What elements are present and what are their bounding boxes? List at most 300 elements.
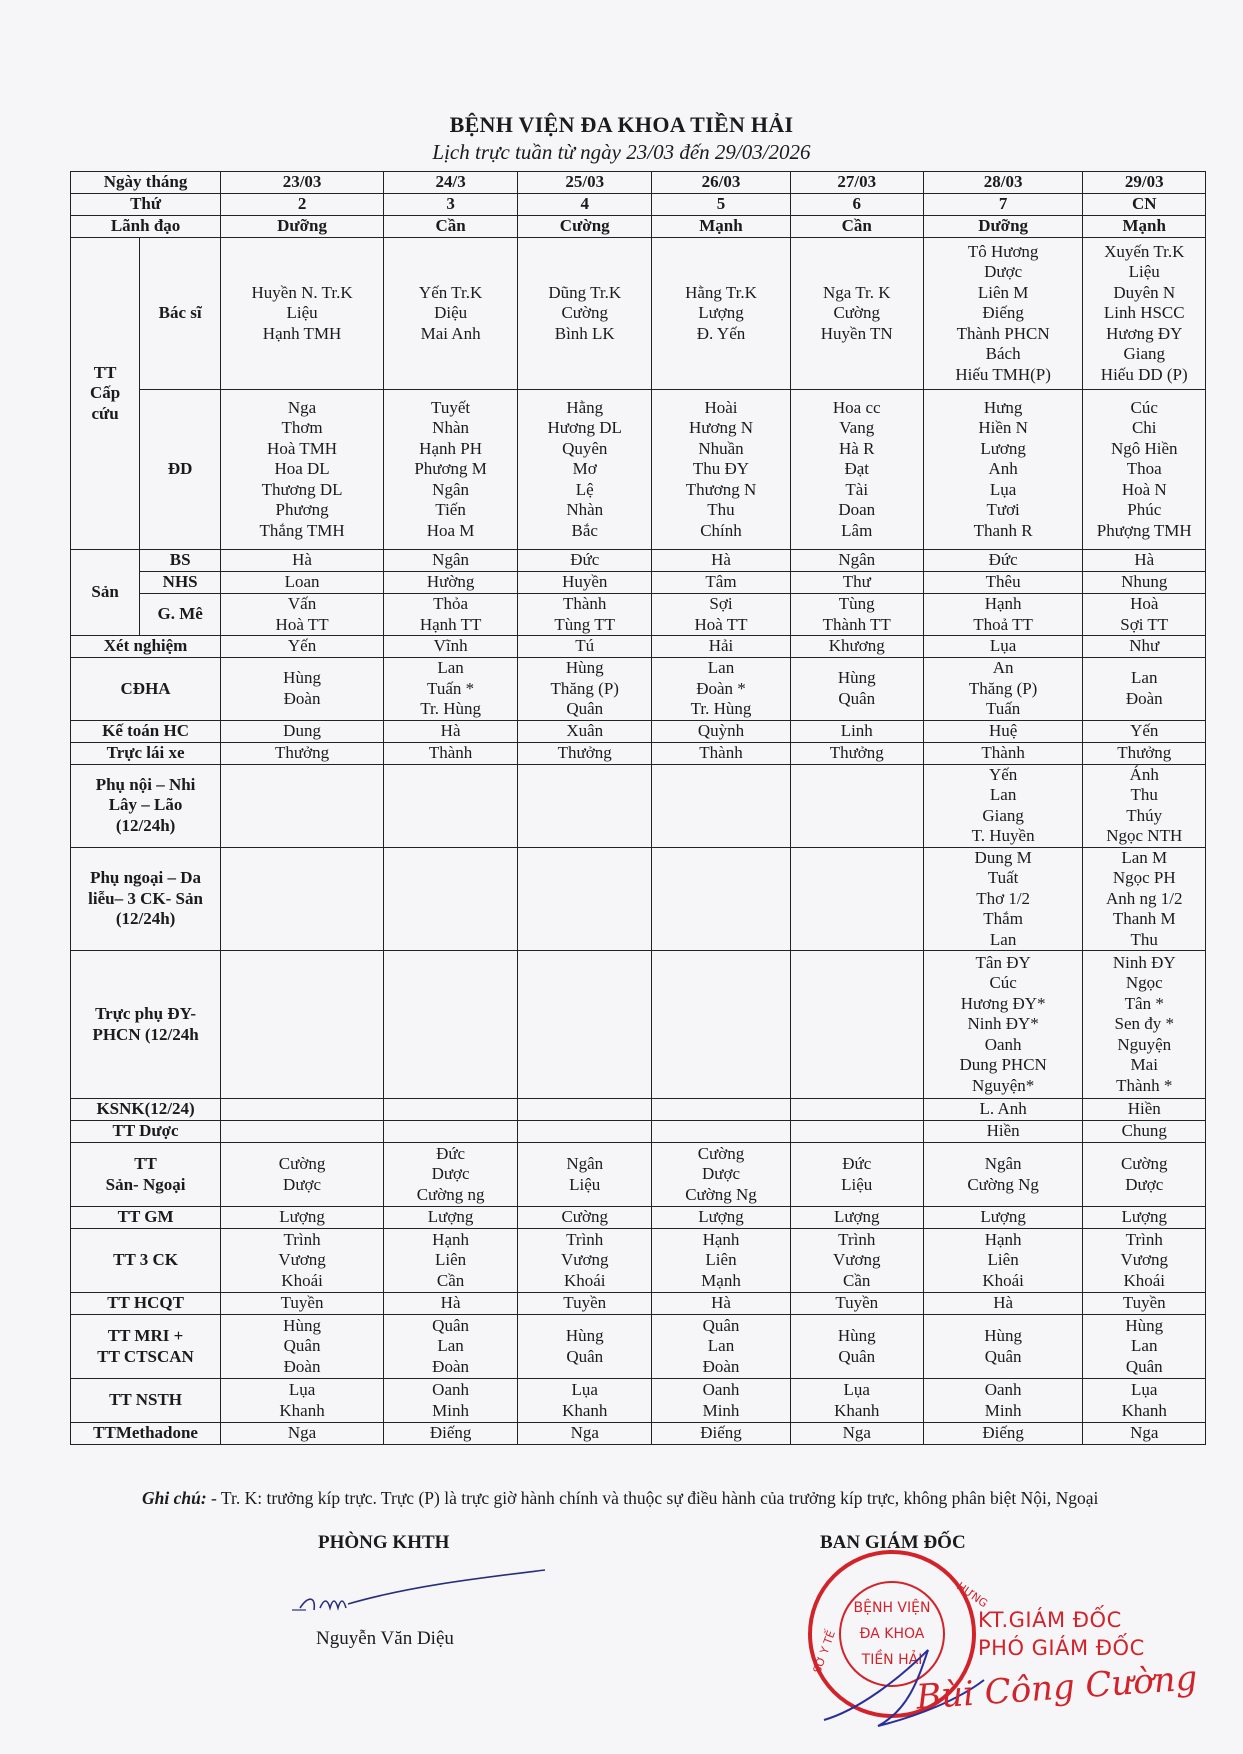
schedule-cell — [923, 594, 1083, 636]
schedule-cell: Nhung — [1083, 572, 1206, 594]
cell-line: Mai Anh — [420, 323, 481, 343]
cell-line: Hùng — [283, 1315, 321, 1335]
cell-line: Cúc — [989, 973, 1017, 993]
cell-line: Khoái — [281, 1270, 323, 1290]
cell-line: Cường — [697, 1143, 745, 1163]
cell-line: Lây – Lão — [108, 795, 183, 815]
sub-label: NHS — [140, 572, 221, 594]
row-label: Lãnh đạo — [71, 216, 221, 238]
schedule-cell — [1083, 847, 1206, 951]
cell-line: cứu — [91, 403, 119, 423]
cell-line: Đoàn — [702, 1356, 740, 1376]
cell-line: Sợi — [709, 594, 733, 613]
cell-line: Hùng — [837, 668, 876, 688]
schedule-cell — [384, 594, 518, 636]
cell-line: Tùng TT — [554, 614, 616, 634]
cell-line: Liên — [987, 1250, 1019, 1270]
cell-line: Phụ ngoại – Da — [90, 868, 202, 887]
schedule-cell — [384, 1143, 518, 1207]
cell-line: Trình — [1125, 1229, 1163, 1249]
cell-line: Hoà TT — [275, 614, 329, 634]
cell-line: Xuyến Tr.K — [1104, 241, 1185, 261]
schedule-cell: Hải — [652, 636, 790, 658]
cell-line: Chi — [1131, 418, 1157, 438]
cell-line: Đức — [842, 1154, 872, 1173]
schedule-cell — [1083, 1229, 1206, 1293]
cell-line: Hoà — [1130, 594, 1159, 613]
schedule-cell — [923, 951, 1083, 1099]
cell-line: Thu — [1130, 785, 1158, 804]
cell-line: Hiếu DD (P) — [1100, 364, 1188, 384]
schedule-cell: 2 — [221, 194, 384, 216]
schedule-cell — [518, 764, 652, 847]
sub-label: G. Mê — [140, 594, 221, 636]
schedule-cell: Đức — [923, 550, 1083, 572]
cell-line: An — [992, 658, 1014, 677]
sub-label: Bác sĩ — [140, 238, 221, 390]
table-row — [71, 636, 1206, 658]
cell-line: TT — [93, 362, 117, 382]
schedule-cell — [518, 951, 652, 1099]
cell-line: Lụa — [1131, 1380, 1158, 1399]
schedule-cell: Lụa — [923, 636, 1083, 658]
schedule-cell: Hà — [923, 1293, 1083, 1315]
cell-line: Nguyện* — [971, 1075, 1035, 1095]
cell-line: Vương — [278, 1250, 326, 1270]
cell-line: Chính — [700, 520, 742, 540]
schedule-cell: 28/03 — [923, 172, 1083, 194]
schedule-cell — [221, 1315, 384, 1379]
cell-line: Lan M — [1121, 847, 1168, 867]
schedule-cell — [221, 1143, 384, 1207]
schedule-cell — [652, 1143, 790, 1207]
cell-line: TT MRI + — [107, 1326, 184, 1345]
schedule-cell: Nga — [221, 1423, 384, 1445]
cell-line: Dược — [701, 1164, 741, 1184]
cell-line: Lụa — [288, 1380, 316, 1399]
cell-line: Đạt — [844, 459, 870, 479]
cell-line: Đức — [436, 1143, 466, 1163]
schedule-cell — [652, 1121, 790, 1143]
schedule-cell: Lượng — [790, 1207, 923, 1229]
cell-line: Quân — [566, 699, 604, 718]
cell-line: Quân — [984, 1346, 1022, 1366]
svg-text:SỞ Y TẾ: SỞ Y TẾ — [810, 1628, 839, 1676]
schedule-cell — [652, 1315, 790, 1379]
cell-line: Linh HSCC — [1103, 303, 1185, 323]
table-row — [71, 1379, 1206, 1423]
cell-line: Lan — [707, 658, 735, 677]
schedule-cell: Dưỡng — [923, 216, 1083, 238]
schedule-cell — [221, 847, 384, 951]
cell-line: Minh — [984, 1400, 1022, 1420]
cell-line: Hiền N — [978, 418, 1028, 438]
schedule-cell — [384, 1315, 518, 1379]
row-label: KSNK(12/24) — [71, 1099, 221, 1121]
cell-line: Ngân — [984, 1154, 1022, 1173]
cell-line: Vương — [1120, 1250, 1168, 1270]
cell-line: Anh ng 1/2 — [1105, 888, 1183, 908]
schedule-cell — [923, 764, 1083, 847]
table-row — [71, 1121, 1206, 1143]
cell-line: Thoả TT — [973, 614, 1033, 634]
cell-line: Đ. Yến — [696, 323, 746, 343]
schedule-cell — [384, 658, 518, 721]
schedule-cell: Mạnh — [652, 216, 790, 238]
cell-line: Đoàn — [1125, 688, 1163, 708]
table-row — [71, 1207, 1206, 1229]
cell-line: Quân — [838, 688, 876, 708]
cell-line: Thu ĐY — [692, 459, 750, 479]
cell-line: Thương N — [685, 479, 757, 499]
schedule-cell: 24/3 — [384, 172, 518, 194]
schedule-cell: Lượng — [384, 1207, 518, 1229]
footnote-label: Ghi chú: — [142, 1488, 207, 1508]
cell-line: Thúy — [1126, 805, 1163, 825]
schedule-cell — [384, 1099, 518, 1121]
cell-line: Doan — [838, 500, 876, 520]
cell-line: Cường — [833, 303, 881, 323]
schedule-cell — [221, 1229, 384, 1293]
row-label: TT NSTH — [71, 1379, 221, 1423]
cell-line: Sợi TT — [1120, 614, 1169, 634]
cell-line: Lượng — [698, 303, 744, 323]
schedule-cell — [790, 764, 923, 847]
schedule-cell — [221, 390, 384, 550]
row-label — [71, 951, 221, 1099]
schedule-cell: Tâm — [652, 572, 790, 594]
schedule-cell: Dung — [221, 720, 384, 742]
cell-line: Hoa DL — [274, 459, 330, 479]
cell-line: Khoái — [982, 1270, 1024, 1290]
row-label — [71, 1143, 221, 1207]
schedule-cell — [790, 1121, 923, 1143]
schedule-cell — [652, 847, 790, 951]
schedule-cell — [221, 594, 384, 636]
cell-line: Thơ 1/2 — [976, 888, 1031, 908]
cell-line: Trực phụ ĐY- — [95, 1004, 196, 1023]
cell-line: Cường — [278, 1154, 326, 1173]
cell-line: Hương ĐY — [1106, 323, 1183, 343]
schedule-cell: Thưởng — [518, 742, 652, 764]
schedule-cell — [384, 238, 518, 390]
cell-line: Dược — [1125, 1174, 1164, 1194]
cell-line: Huyền N. Tr.K — [251, 282, 353, 302]
schedule-cell: Thêu — [923, 572, 1083, 594]
schedule-cell: Hà — [652, 550, 790, 572]
footnote-text: - Tr. K: trưởng kíp trực. Trực (P) là trực giờ hành chính và thuộc sự điều hành của trưởng kíp trực, không phân biệt Nội, Ngoại — [211, 1488, 1099, 1508]
cell-line: Vương — [833, 1250, 881, 1270]
schedule-cell: Hường — [384, 572, 518, 594]
cell-line: Thành TT — [822, 614, 891, 634]
schedule-cell — [518, 594, 652, 636]
table-row — [71, 390, 1206, 550]
cell-line: Trình — [566, 1229, 604, 1249]
cell-line: Hoà N — [1121, 479, 1167, 499]
sub-label: ĐD — [140, 390, 221, 550]
cell-line: Thăng (P) — [550, 678, 619, 698]
schedule-cell: L. Anh — [923, 1099, 1083, 1121]
cell-line: Hùng — [565, 1326, 604, 1345]
cell-line: Quân — [838, 1346, 876, 1366]
cell-line: PHCN (12/24h — [92, 1024, 199, 1044]
schedule-cell — [652, 1099, 790, 1121]
svg-text:ĐA KHOA: ĐA KHOA — [859, 1626, 925, 1642]
schedule-cell — [384, 764, 518, 847]
schedule-cell: Ngân — [790, 550, 923, 572]
cell-line: Thu — [707, 500, 735, 520]
cell-line: Oanh — [702, 1380, 740, 1399]
schedule-cell: 3 — [384, 194, 518, 216]
schedule-cell — [790, 238, 923, 390]
cell-line: Hùng — [837, 1326, 876, 1345]
cell-line: Ngọc NTH — [1106, 826, 1183, 845]
cell-line: Ngân — [432, 479, 469, 499]
schedule-cell: Khương — [790, 636, 923, 658]
schedule-cell: Ngân — [384, 550, 518, 572]
schedule-cell: Nga — [790, 1423, 923, 1445]
table-row — [71, 1293, 1206, 1315]
schedule-cell: Thưởng — [1083, 742, 1206, 764]
cell-line: Thanh R — [973, 520, 1033, 540]
svg-text:HƯNG: HƯNG — [954, 1579, 990, 1611]
cell-line: Thơm — [281, 418, 323, 438]
cell-line: Minh — [432, 1400, 469, 1420]
group-label — [71, 238, 140, 550]
schedule-cell: Hiền — [1083, 1099, 1206, 1121]
cell-line: Hà R — [839, 438, 875, 458]
cell-line: Ninh ĐY* — [967, 1014, 1039, 1034]
schedule-cell — [221, 658, 384, 721]
schedule-cell — [221, 951, 384, 1099]
schedule-cell — [923, 847, 1083, 951]
schedule-cell — [923, 658, 1083, 721]
svg-text:BỆNH VIỆN: BỆNH VIỆN — [853, 1600, 931, 1616]
table-row — [71, 594, 1206, 636]
cell-line: Hạnh — [984, 594, 1022, 613]
schedule-cell: Quỳnh — [652, 720, 790, 742]
schedule-cell — [518, 658, 652, 721]
cell-line: Lụa — [843, 1380, 870, 1399]
cell-line: Ngọc PH — [1112, 868, 1176, 887]
cell-line: Tô Hương — [967, 241, 1039, 261]
cell-line: Lệ — [575, 479, 594, 499]
schedule-cell: Điếng — [652, 1423, 790, 1445]
cell-line: Đoàn — [283, 1356, 321, 1376]
cell-line: Liên — [705, 1250, 737, 1270]
schedule-cell: CN — [1083, 194, 1206, 216]
schedule-cell — [790, 594, 923, 636]
schedule-cell: Yến — [1083, 720, 1206, 742]
cell-line: Hoài — [704, 397, 738, 417]
cell-line: Oanh — [984, 1034, 1022, 1054]
cell-line: Liên M — [977, 282, 1029, 302]
schedule-cell: Tuyền — [518, 1293, 652, 1315]
schedule-cell — [384, 1229, 518, 1293]
schedule-cell: Thưởng — [221, 742, 384, 764]
table-row — [71, 194, 1206, 216]
schedule-cell: 27/03 — [790, 172, 923, 194]
schedule-cell: 6 — [790, 194, 923, 216]
cell-line: Nguyện — [1117, 1034, 1172, 1054]
row-label — [71, 847, 221, 951]
cell-line: Khanh — [562, 1400, 608, 1420]
table-row — [71, 1143, 1206, 1207]
cell-line: Cường — [1120, 1154, 1168, 1173]
cell-line: liễu– 3 CK- Sản — [88, 888, 203, 908]
schedule-cell — [1083, 390, 1206, 550]
schedule-cell — [384, 390, 518, 550]
cell-line: Tươi — [986, 500, 1020, 520]
cell-line: Quân — [283, 1336, 321, 1356]
schedule-cell — [652, 594, 790, 636]
schedule-cell — [1083, 1379, 1206, 1423]
cell-line: Hương N — [688, 418, 753, 438]
cell-line: Hương DL — [547, 418, 622, 438]
cell-line: Bách — [985, 344, 1021, 364]
cell-line: TT — [134, 1154, 157, 1173]
schedule-cell — [384, 1379, 518, 1423]
cell-line: Ngô Hiền — [1110, 438, 1178, 458]
cell-line: Hằng Tr.K — [685, 282, 757, 302]
schedule-cell — [518, 1143, 652, 1207]
schedule-cell: Tú — [518, 636, 652, 658]
svg-text:TIỀN HẢI: TIỀN HẢI — [861, 1652, 923, 1668]
row-label: TT HCQT — [71, 1293, 221, 1315]
schedule-cell: Lượng — [1083, 1207, 1206, 1229]
cell-line: Thanh M — [1112, 909, 1176, 928]
cell-line: Vương — [560, 1250, 609, 1270]
cell-line: Quân — [432, 1315, 469, 1335]
cell-line: Ánh — [1129, 764, 1159, 784]
cell-line: Tân ĐY — [975, 952, 1031, 972]
cell-line: Dũng Tr.K — [548, 282, 622, 302]
schedule-cell: Điếng — [384, 1423, 518, 1445]
cell-line: Lan — [1131, 668, 1158, 688]
schedule-cell: Linh — [790, 720, 923, 742]
cell-line: Dung M — [974, 847, 1032, 867]
schedule-cell: Thành — [652, 742, 790, 764]
cell-line: Thành — [563, 594, 607, 613]
cell-line: Hằng — [566, 397, 604, 417]
table-row — [71, 1229, 1206, 1293]
schedule-cell: Nga — [1083, 1423, 1206, 1445]
cell-line: Tiến — [435, 500, 466, 520]
cell-line: Quân — [566, 1346, 604, 1366]
cell-line: Hạnh — [702, 1229, 740, 1249]
schedule-cell: Huyền — [518, 572, 652, 594]
cell-line: Hoa M — [426, 520, 475, 540]
cell-line: Điếng — [982, 303, 1024, 323]
schedule-cell: Đức — [518, 550, 652, 572]
cell-line: Nhàn — [432, 418, 469, 438]
cell-line: Sen đy * — [1114, 1014, 1174, 1034]
cell-line: Lụa — [571, 1380, 598, 1399]
cell-line: Đoàn — [283, 688, 321, 708]
schedule-cell — [790, 1229, 923, 1293]
cell-line: Anh — [988, 459, 1018, 479]
cell-line: Cấp — [89, 383, 121, 403]
cell-line: Oanh — [432, 1380, 469, 1399]
handwritten-signature — [290, 1566, 550, 1626]
table-row — [71, 172, 1206, 194]
table-row — [71, 658, 1206, 721]
schedule-cell — [652, 390, 790, 550]
cell-line: Lụa — [989, 479, 1017, 499]
schedule-cell — [384, 1121, 518, 1143]
schedule-cell — [652, 1379, 790, 1423]
schedule-cell: 23/03 — [221, 172, 384, 194]
cell-line: Khanh — [834, 1400, 880, 1420]
cell-line: T. Huyền — [971, 826, 1035, 845]
cell-line: Bắc — [571, 520, 598, 540]
cell-line: Yến Tr.K — [418, 282, 483, 302]
schedule-cell — [652, 764, 790, 847]
schedule-cell: Chung — [1083, 1121, 1206, 1143]
schedule-cell: Lượng — [923, 1207, 1083, 1229]
cell-line: Phụ nội – Nhi — [95, 774, 196, 794]
cell-line: Tân * — [1124, 993, 1164, 1013]
schedule-cell: Vĩnh — [384, 636, 518, 658]
cell-line: Vang — [839, 418, 875, 438]
cell-line: Ninh ĐY — [1112, 952, 1176, 972]
cell-line: Diệu — [434, 303, 468, 323]
cell-line: Phượng TMH — [1096, 520, 1192, 540]
cell-line: Tuất — [987, 868, 1019, 887]
cell-line: Dược — [984, 262, 1023, 282]
cell-line: Quân — [1125, 1356, 1163, 1376]
table-row — [71, 1423, 1206, 1445]
schedule-cell — [221, 238, 384, 390]
cell-line: Liên — [435, 1250, 467, 1270]
schedule-cell: Hà — [1083, 550, 1206, 572]
cell-line: Oanh — [984, 1380, 1022, 1399]
cell-line: Lương — [980, 438, 1026, 458]
cell-line: Nga — [287, 397, 317, 417]
cell-line: Hùng — [1125, 1315, 1164, 1335]
cell-line: Liệu — [841, 1174, 873, 1194]
deputy-director-name: Bùi Công Cường — [914, 1658, 1199, 1718]
cell-line: Huyền TN — [820, 323, 893, 343]
schedule-cell — [652, 951, 790, 1099]
cell-line: Mạnh — [701, 1270, 741, 1290]
cell-line: Đoàn — [432, 1356, 469, 1376]
schedule-cell — [790, 847, 923, 951]
cell-line: Tuấn * — [427, 678, 475, 698]
schedule-cell: Cần — [384, 216, 518, 238]
schedule-cell — [923, 1379, 1083, 1423]
schedule-cell — [923, 390, 1083, 550]
schedule-cell — [923, 238, 1083, 390]
schedule-cell: 29/03 — [1083, 172, 1206, 194]
document-title: BỆNH VIỆN ĐA KHOA TIỀN HẢI — [449, 112, 794, 137]
cell-line: Cường — [561, 303, 608, 323]
cell-line: Cúc — [1130, 397, 1158, 417]
schedule-cell — [790, 390, 923, 550]
cell-line: Hạnh TT — [419, 614, 482, 634]
cell-line: Hùng — [283, 668, 321, 688]
schedule-cell — [518, 1121, 652, 1143]
schedule-cell: Hiền — [923, 1121, 1083, 1143]
department-title: PHÒNG KHTH — [318, 1532, 450, 1553]
table-row — [71, 550, 1206, 572]
schedule-cell: Yến — [221, 636, 384, 658]
schedule-cell: Tuyền — [1083, 1293, 1206, 1315]
schedule-cell — [790, 1379, 923, 1423]
schedule-cell — [1083, 594, 1206, 636]
schedule-cell — [518, 1099, 652, 1121]
schedule-cell — [923, 1315, 1083, 1379]
